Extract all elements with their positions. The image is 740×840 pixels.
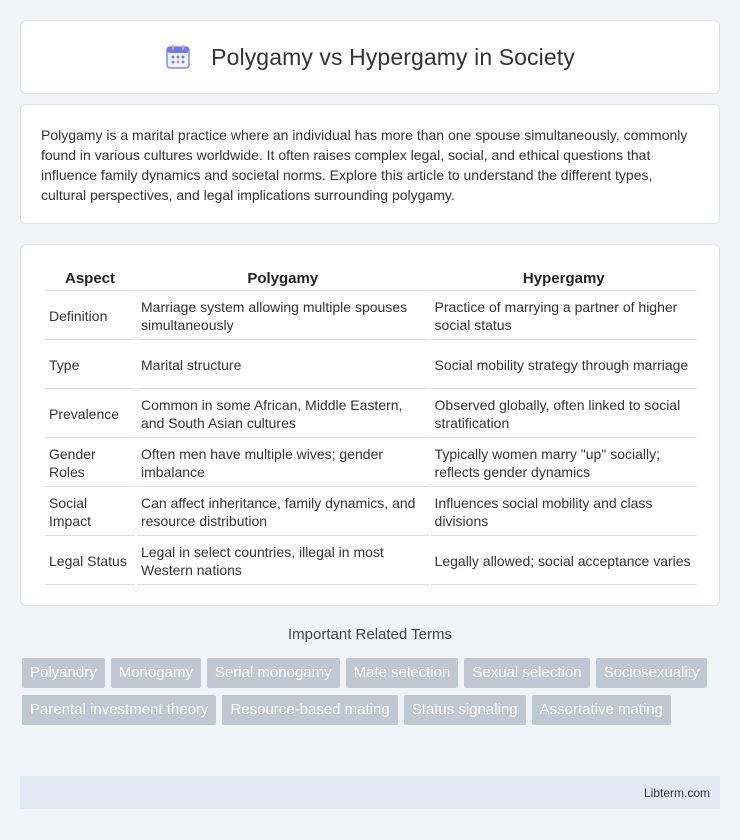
tag-polyandry[interactable]: Polyandry [22, 658, 105, 688]
related-terms-title: Important Related Terms [288, 626, 452, 643]
table-row [45, 342, 697, 389]
header-hypergamy: Hypergamy [431, 269, 697, 291]
cell-aspect: Definition [45, 293, 135, 340]
comparison-card [20, 244, 720, 606]
cell-hypergamy: Social mobility strategy through marriage [431, 342, 697, 389]
tag-assortative-mating[interactable]: Assortative mating [532, 695, 671, 725]
intro-text: Polygamy is a marital practice where an individual has more than one spouse simultaneously, commonly found in various cultures worldwide. It often raises complex legal, social, and ethical questions that influence family dynamics and societal norms. Explore this article to understand the different types, cultural perspectives, and legal implications surrounding polygamy. [41, 127, 688, 203]
cell-polygamy: Often men have multiple wives; gender imbalance [137, 440, 429, 487]
cell-hypergamy: Influences social mobility and class divisions [431, 489, 697, 536]
cell-polygamy: Marital structure [137, 342, 429, 389]
table-row [45, 391, 697, 438]
table-row [45, 293, 697, 340]
page-title: Polygamy vs Hypergamy in Society [211, 43, 575, 70]
related-terms-list [22, 658, 722, 732]
tag-sexual-selection[interactable]: Sexual selection [464, 658, 589, 688]
comparison-table [43, 267, 699, 587]
table-row [45, 440, 697, 487]
table-row [45, 489, 697, 536]
tag-status-signaling[interactable]: Status signaling [404, 695, 526, 725]
tag-resource-based-mating[interactable]: Resource-based mating [222, 695, 397, 725]
intro-card [20, 104, 720, 224]
header-card [20, 20, 720, 94]
footer-site-link[interactable]: Libterm.com [643, 786, 710, 800]
cell-aspect: Social Impact [45, 489, 135, 536]
cell-hypergamy: Typically women marry "up" socially; reflects gender dynamics [431, 440, 697, 487]
calendar-icon [165, 44, 191, 70]
cell-polygamy: Common in some African, Middle Eastern, and South Asian cultures [137, 391, 429, 438]
footer [20, 776, 720, 809]
tag-parental-investment-theory[interactable]: Parental investment theory [22, 695, 216, 725]
cell-polygamy: Legal in select countries, illegal in most Western nations [137, 538, 429, 585]
cell-hypergamy: Legally allowed; social acceptance varies [431, 538, 697, 585]
header-polygamy: Polygamy [137, 269, 429, 291]
table-row [45, 538, 697, 585]
tag-serial-monogamy[interactable]: Serial monogamy [207, 658, 340, 688]
tag-sociosexuality[interactable]: Sociosexuality [596, 658, 708, 688]
tag-mate-selection[interactable]: Mate selection [346, 658, 459, 688]
cell-hypergamy: Practice of marrying a partner of higher social status [431, 293, 697, 340]
cell-aspect: Prevalence [45, 391, 135, 438]
cell-hypergamy: Observed globally, often linked to social stratification [431, 391, 697, 438]
header-aspect: Aspect [45, 269, 135, 291]
tag-monogamy[interactable]: Monogamy [111, 658, 201, 688]
cell-polygamy: Marriage system allowing multiple spouses simultaneously [137, 293, 429, 340]
table-header-row [45, 269, 697, 291]
cell-aspect: Gender Roles [45, 440, 135, 487]
cell-polygamy: Can affect inheritance, family dynamics, and resource distribution [137, 489, 429, 536]
cell-aspect: Legal Status [45, 538, 135, 585]
cell-aspect: Type [45, 342, 135, 389]
